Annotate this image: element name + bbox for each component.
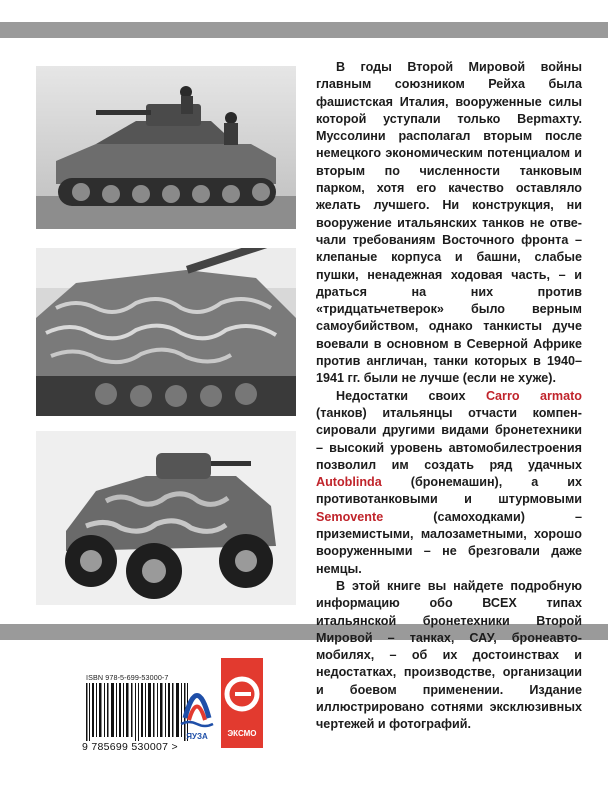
text-segment: (самоходками) – приземистыми, малозаметными, хорошо вооруженными – не брезговали даже немцы. [316,509,582,576]
barcode-digits: 9 785699 530007 > [82,741,178,753]
eksmo-logo-text: ЭКСМО [227,729,257,738]
text-paragraph [316,388,582,578]
text-segment: В этой книге вы найдете подробную информацию обо ВСЕХ типах итальянской бронетехники Второй Мировой – танках, САУ, бронеавтомобилях, – об их достоинствах и недостатках, производстве, организации и боевом применении. Издание иллюстрировано сотнями эксклюзивных чертежей и фотографий. [316,578,582,732]
highlighted-term: Semovente [316,509,384,524]
eksmo-emblem-icon [221,658,263,724]
yauza-emblem-icon [177,668,217,730]
text-segment: Недостатки своих [336,388,486,403]
top-gray-stripe [0,22,608,38]
back-cover-text [316,59,582,734]
yauza-logo [177,668,217,748]
isbn-label: ISBN 978-5-699-53000-7 [86,673,169,682]
tank-photo-2 [36,248,296,416]
armored-car-photo [36,431,296,605]
yauza-logo-text: ЯУЗА [186,732,208,741]
text-segment: В годы Второй Мировой войны главным союзником Рейха была фашистская Италия, вооруженные силы которой уступали только Верmахту. Муссолини располагал вторым после немецкого экономическим потенциалом и вторым по численности танковым парком, хотя его качество оставляло желать лучшего. Ни конструкция, ни вооружение итальянских танков не отвечали требованиям Восточного фронта – клепаные корпуса и башни, слабые пушки, ненадежная ходовая часть, – и драться на них против «тридцатьчетверок» было верным самоубийством, однако танкисты дуче воевали в основном в Северной Африке против англичан, танки которых в 1940–1941 гг. были не лучше (если не хуже). [316,60,582,386]
tank-photo-1 [36,66,296,229]
text-segment: (танков) итальянцы отчасти компенсировали другими видами бронетехники – высокий уровень автомобилестроения позволил им создать ряд удачных [316,405,582,472]
eksmo-logo [221,658,263,748]
highlighted-term: Carro armato [485,388,582,403]
text-paragraph [316,59,582,388]
highlighted-term: Autoblinda [316,475,382,490]
text-segment: (бронемашин), а их противотанковыми и штурмовыми [316,475,582,507]
text-paragraph [316,578,582,734]
